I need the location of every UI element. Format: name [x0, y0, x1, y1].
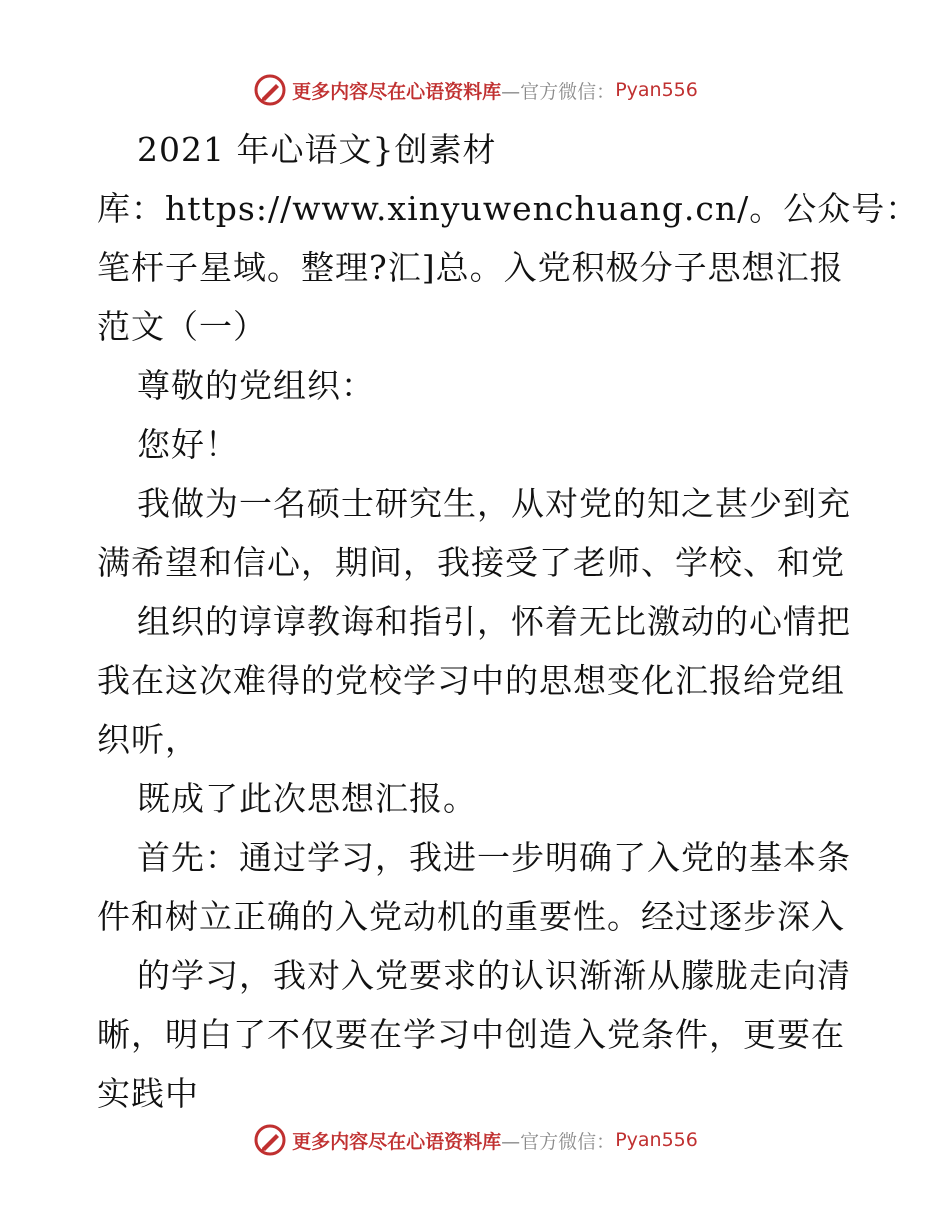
header-banner-label: —官方微信：	[501, 80, 616, 103]
pen-logo-icon	[252, 72, 288, 108]
doc-line: 件和树立正确的入党动机的重要性。经过逐步深入	[97, 897, 845, 936]
footer-banner-title: 更多内容尽在心语资料库	[292, 1130, 502, 1153]
doc-line: 我做为一名硕士研究生，从对党的知之甚少到充	[137, 484, 851, 523]
doc-line: 实践中	[97, 1074, 199, 1113]
doc-line: 我在这次难得的党校学习中的思想变化汇报给党组	[97, 661, 845, 700]
doc-line: 库：https://www.xinyuwenchuang.cn/。公众号：	[97, 189, 920, 228]
header-banner	[0, 70, 950, 110]
doc-line: 组织的谆谆教诲和指引，怀着无比激动的心情把	[137, 602, 851, 641]
pen-logo-icon	[252, 1122, 288, 1158]
doc-line: 尊敬的党组织：	[137, 366, 375, 405]
header-banner-title: 更多内容尽在心语资料库	[292, 80, 502, 103]
header-wechat-id: Pyan556	[615, 79, 698, 101]
doc-line: 晰，明白了不仅要在学习中创造入党条件，更要在	[97, 1015, 845, 1054]
doc-line: 范文（一）	[97, 307, 267, 346]
doc-line: 笔杆子星域。整理?汇]总。入党积极分子思想汇报	[97, 248, 844, 287]
doc-line: 首先：通过学习，我进一步明确了入党的基本条	[137, 838, 851, 877]
footer-banner	[0, 1120, 950, 1160]
document-body	[97, 120, 920, 1123]
doc-line: 您好！	[137, 425, 239, 464]
footer-wechat-id: Pyan556	[615, 1129, 698, 1151]
doc-line: 既成了此次思想汇报。	[137, 779, 477, 818]
footer-banner-label: —官方微信：	[501, 1130, 616, 1153]
doc-line: 2021 年心语文}创素材	[137, 130, 497, 169]
doc-line: 的学习，我对入党要求的认识渐渐从朦胧走向清	[137, 956, 851, 995]
doc-line: 织听，	[97, 720, 199, 759]
doc-line: 满希望和信心，期间，我接受了老师、学校、和党	[97, 543, 845, 582]
